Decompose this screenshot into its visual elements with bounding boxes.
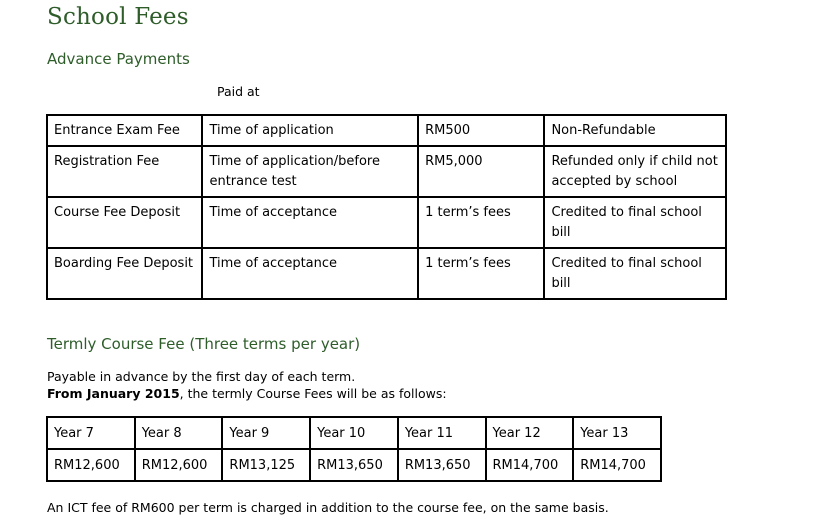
amount-cell: 1 term’s fees bbox=[418, 197, 544, 248]
fee-cell: RM13,650 bbox=[310, 449, 398, 481]
table-row bbox=[47, 248, 726, 299]
fee-name-cell: Registration Fee bbox=[47, 146, 202, 197]
year-cell: Year 10 bbox=[310, 417, 398, 449]
fee-cell: RM13,650 bbox=[398, 449, 486, 481]
payable-note: Payable in advance by the first day of each term. bbox=[47, 369, 356, 384]
amount-cell: 1 term’s fees bbox=[418, 248, 544, 299]
year-cell: Year 8 bbox=[135, 417, 223, 449]
page-title: School Fees bbox=[47, 4, 189, 30]
ict-fee-note: An ICT fee of RM600 per term is charged in addition to the course fee, on the same basis. bbox=[47, 500, 609, 515]
advance-payments-heading: Advance Payments bbox=[47, 50, 190, 68]
paid-at-cell: Time of application/before entrance test bbox=[202, 146, 418, 197]
fee-cell: RM13,125 bbox=[222, 449, 310, 481]
fee-cell: RM14,700 bbox=[486, 449, 574, 481]
paid-at-cell: Time of acceptance bbox=[202, 197, 418, 248]
termly-fees-table bbox=[46, 416, 662, 482]
year-cell: Year 13 bbox=[573, 417, 661, 449]
table-row bbox=[47, 115, 726, 146]
amount-cell: RM500 bbox=[418, 115, 544, 146]
fee-cell: RM12,600 bbox=[47, 449, 135, 481]
fee-name-cell: Entrance Exam Fee bbox=[47, 115, 202, 146]
year-cell: Year 9 bbox=[222, 417, 310, 449]
year-cell: Year 12 bbox=[486, 417, 574, 449]
paid-at-label: Paid at bbox=[217, 84, 260, 99]
termly-course-fee-heading: Termly Course Fee (Three terms per year) bbox=[47, 335, 361, 353]
table-row bbox=[47, 197, 726, 248]
paid-at-cell: Time of application bbox=[202, 115, 418, 146]
table-row bbox=[47, 146, 726, 197]
note-cell: Credited to final school bill bbox=[544, 197, 726, 248]
advance-payments-table bbox=[46, 114, 727, 300]
from-january-note bbox=[47, 386, 447, 401]
from-january-bold: From January 2015 bbox=[47, 386, 180, 401]
fee-name-cell: Boarding Fee Deposit bbox=[47, 248, 202, 299]
fee-name-cell: Course Fee Deposit bbox=[47, 197, 202, 248]
note-cell: Credited to final school bill bbox=[544, 248, 726, 299]
amount-cell: RM5,000 bbox=[418, 146, 544, 197]
fee-cell: RM12,600 bbox=[135, 449, 223, 481]
year-cell: Year 11 bbox=[398, 417, 486, 449]
fee-cell: RM14,700 bbox=[573, 449, 661, 481]
year-cell: Year 7 bbox=[47, 417, 135, 449]
note-cell: Non-Refundable bbox=[544, 115, 726, 146]
from-january-rest: , the termly Course Fees will be as follows: bbox=[179, 386, 447, 401]
table-row bbox=[47, 449, 661, 481]
note-cell: Refunded only if child not accepted by school bbox=[544, 146, 726, 197]
paid-at-cell: Time of acceptance bbox=[202, 248, 418, 299]
table-row bbox=[47, 417, 661, 449]
